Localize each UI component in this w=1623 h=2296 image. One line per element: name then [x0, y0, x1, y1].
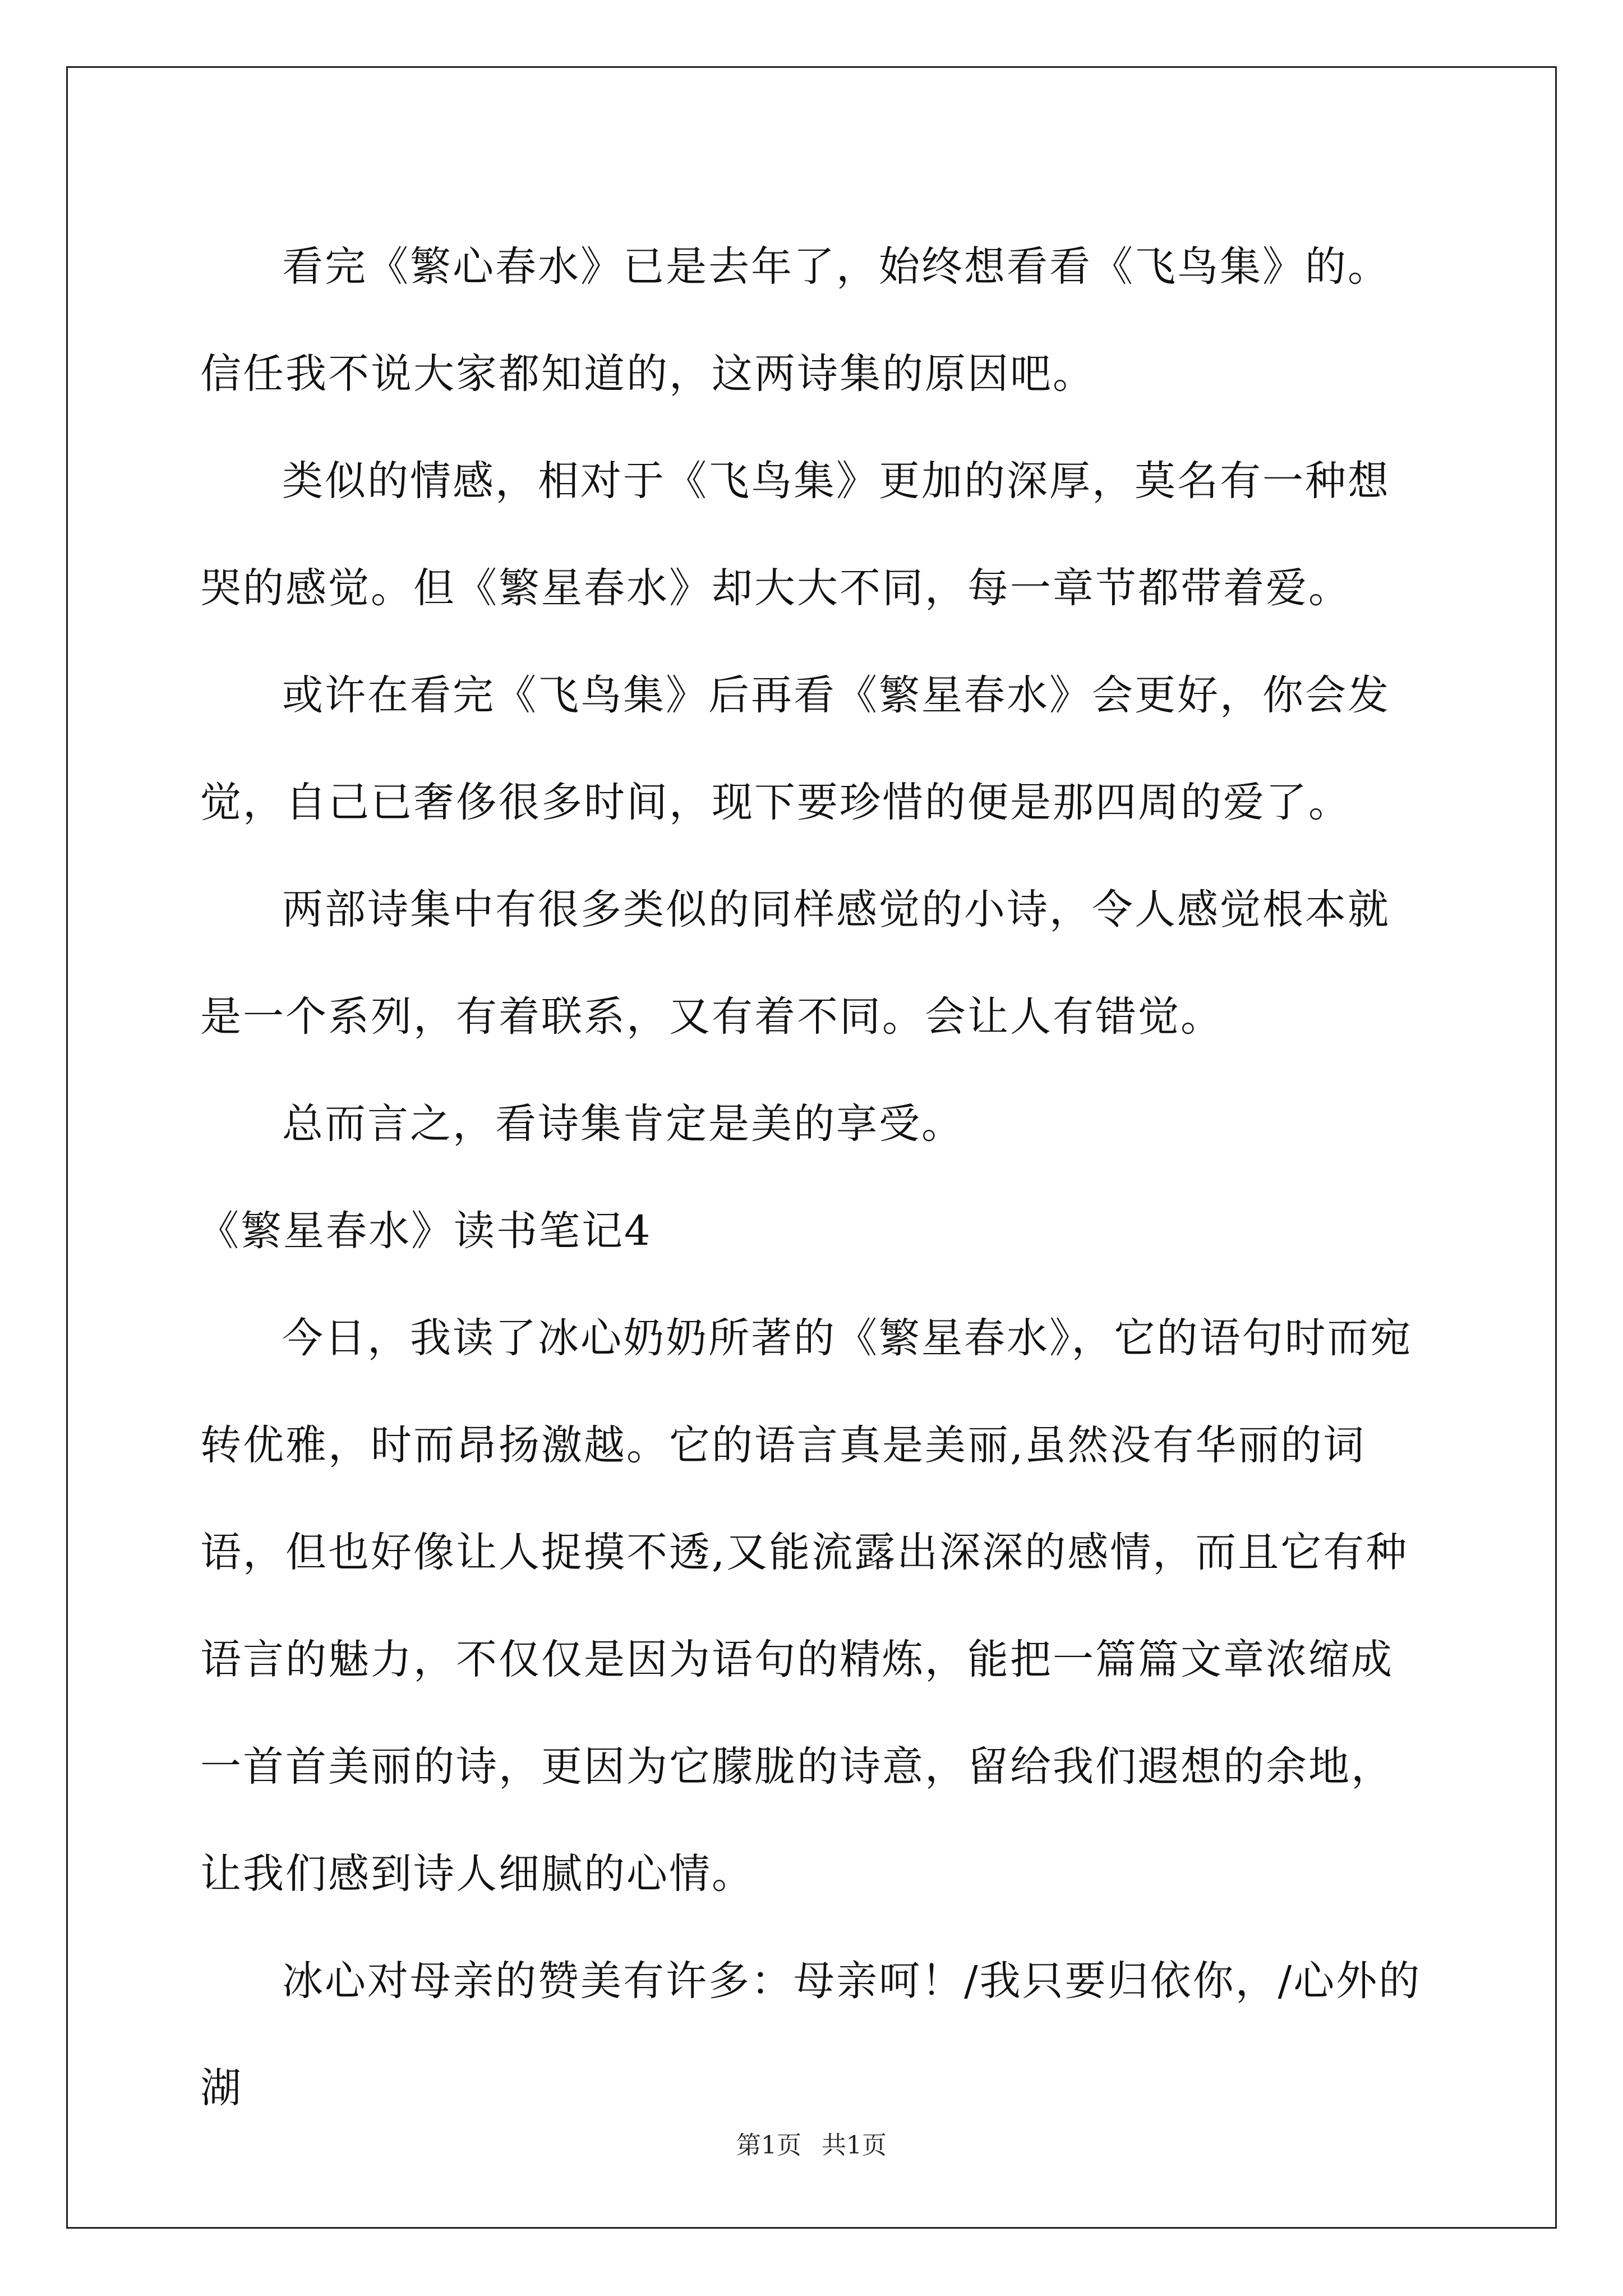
document-body — [200, 213, 1428, 2142]
paragraph-5: 总而言之，看诗集肯定是美的享受。 — [282, 1100, 964, 1148]
paragraph-7: 冰心对母亲的赞美有许多：母亲呵！/我只要归依你，/心外的湖 — [200, 1957, 1422, 2112]
page-total: 共1页 — [822, 2131, 887, 2160]
paragraph-4: 两部诗集中有很多类似的同样感觉的小诗，令人感觉根本就是一个系列，有着联系，又有着不同。会让人有错觉。 — [200, 886, 1390, 1041]
paragraph-1: 看完《繁心春水》已是去年了，始终想看看《飞鸟集》的。信任我不说大家都知道的，这两诗集的原因吧。 — [200, 243, 1390, 398]
paragraph-3: 或许在看完《飞鸟集》后再看《繁星春水》会更好，你会发觉，自己已奢侈很多时间，现下要珍惜的便是那四周的爱了。 — [200, 671, 1390, 826]
page-number: 第1页 — [736, 2131, 801, 2160]
section-heading: 《繁星春水》读书笔记4 — [198, 1207, 652, 1255]
paragraph-2: 类似的情感，相对于《飞鸟集》更加的深厚，莫名有一种想哭的感觉。但《繁星春水》却大大不同，每一章节都带着爱。 — [200, 457, 1390, 612]
page-footer — [0, 2129, 1623, 2162]
paragraph-6: 今日，我读了冰心奶奶所著的《繁星春水》，它的语句时而宛转优雅，时而昂扬激越。它的语言真是美丽,虽然没有华丽的词语，但也好像让人捉摸不透,又能流露出深深的感情，而且它有种语言的魅力，不仅仅是因为语句的精炼，能把一篇篇文章浓缩成一首首美丽的诗，更因为它朦胧的诗意，留给我们遐想的余地，让我们感到诗人细腻的心情。 — [200, 1314, 1413, 1898]
